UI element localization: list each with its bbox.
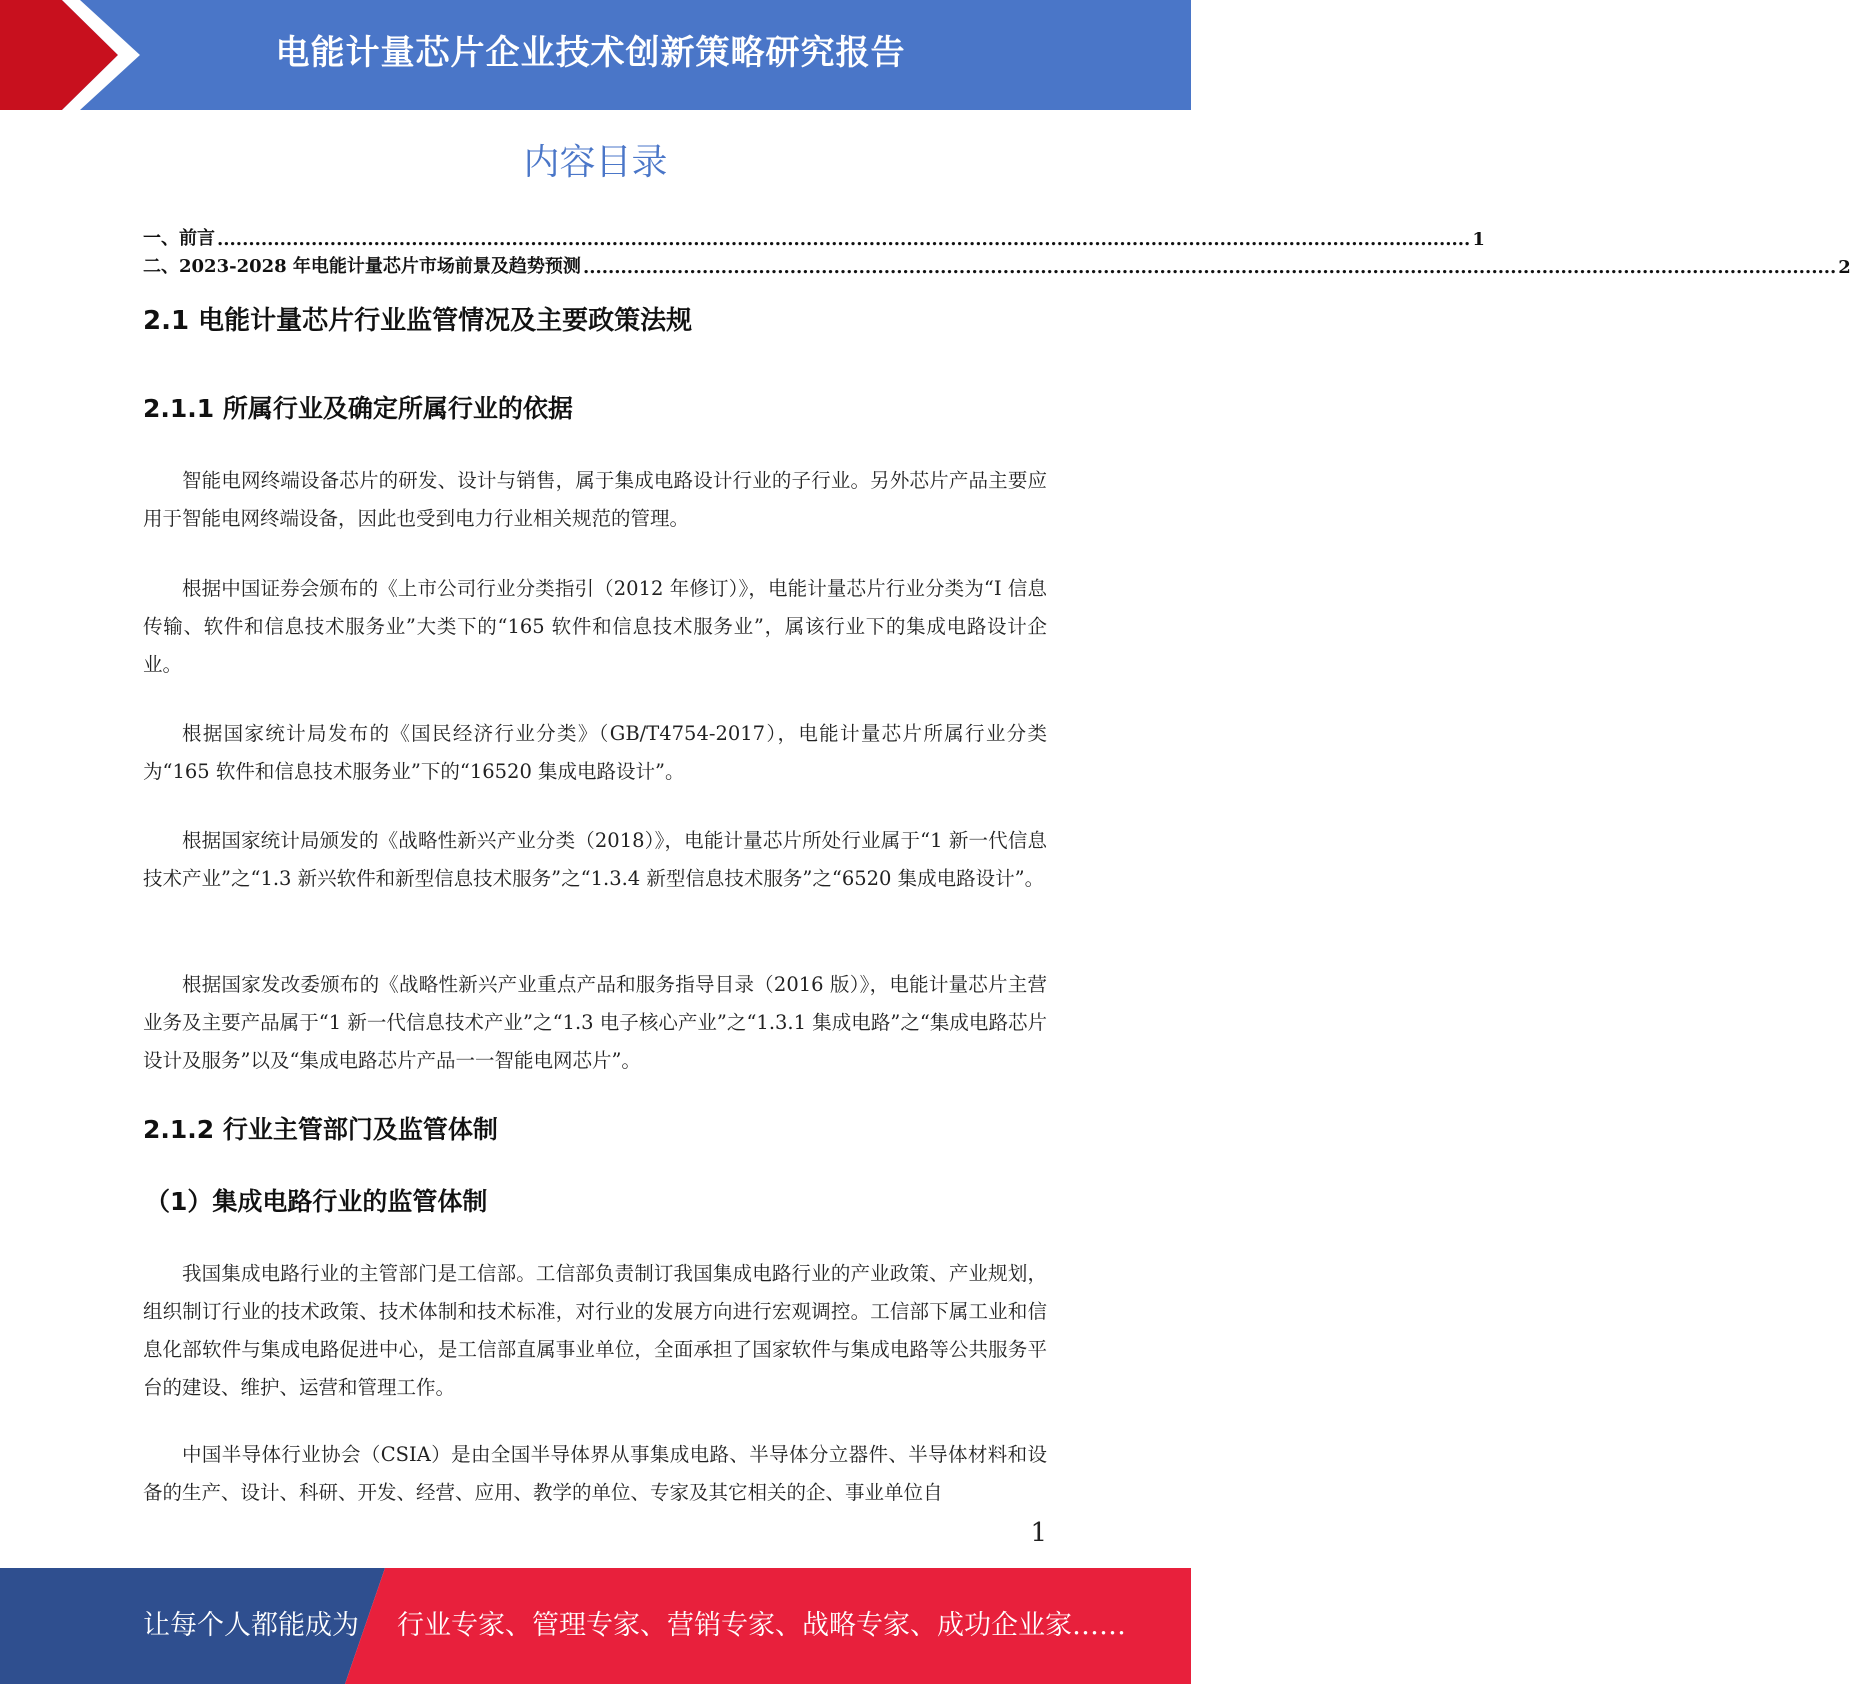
footer-slogan-right: 行业专家、管理专家、营销专家、战略专家、成功企业家…… — [397, 1610, 1126, 1641]
toc-entry-page: 1 — [1472, 229, 1485, 250]
table-of-contents — [143, 222, 1851, 278]
paragraph: 根据中国证券会颁布的《上市公司行业分类指引（2012 年修订）》，电能计量芯片行业分类为“I 信息传输、软件和信息技术服务业”大类下的“165 软件和信息技术服务业”，属该行业下的集成电路设计企业。 — [143, 577, 1047, 676]
report-title: 电能计量芯片企业技术创新策略研究报告 — [275, 33, 906, 73]
subsection-heading: （1）集成电路行业的监管体制 — [145, 1187, 488, 1216]
toc-entry-page: 2 — [1838, 257, 1851, 278]
toc-title: 内容目录 — [523, 142, 668, 183]
paragraph: 根据国家发改委颁布的《战略性新兴产业重点产品和服务指导目录（2016 版）》，电能计量芯片主营业务及主要产品属于“1 新一代信息技术产业”之“1.3 电子核心产业”之“1.3.1 集成电路”之“集成电路芯片设计及服务”以及“集成电路芯片产品一一智能电网芯片”。 — [143, 973, 1047, 1072]
toc-entry[interactable] — [143, 222, 1485, 250]
paragraph: 根据国家统计局发布的《国民经济行业分类》（GB/T4754-2017），电能计量芯片所属行业分类为“165 软件和信息技术服务业”下的“16520 集成电路设计”。 — [143, 722, 1047, 783]
toc-entry-text: 一、前言 — [143, 228, 215, 249]
paragraph: 根据国家统计局颁发的《战略性新兴产业分类（2018）》，电能计量芯片所处行业属于“1 新一代信息技术产业”之“1.3 新兴软件和新型信息技术服务”之“1.3.4 新型信息技术服务”之“6520 集成电路设计”。 — [143, 829, 1047, 890]
page-number: 1 — [1030, 1518, 1047, 1548]
paragraph: 中国半导体行业协会（CSIA）是由全国半导体界从事集成电路、半导体分立器件、半导体材料和设备的生产、设计、科研、开发、经营、应用、教学的单位、专家及其它相关的企、事业单位自 — [143, 1443, 1047, 1504]
page-header — [0, 0, 1191, 110]
header-arrow-icon — [0, 0, 160, 110]
section-heading-2-1: 2.1 电能计量芯片行业监管情况及主要政策法规 — [143, 306, 693, 336]
paragraph: 智能电网终端设备芯片的研发、设计与销售，属于集成电路设计行业的子行业。另外芯片产品主要应用于智能电网终端设备，因此也受到电力行业相关规范的管理。 — [143, 469, 1047, 530]
page-footer — [0, 1568, 1191, 1684]
toc-leader: ........................................................................................................................................................................................................ — [217, 229, 1471, 250]
toc-entry-text: 二、2023-2028 年电能计量芯片市场前景及趋势预测 — [143, 256, 581, 277]
section-heading-2-1-1: 2.1.1 所属行业及确定所属行业的依据 — [143, 394, 573, 423]
footer-slogan-left: 让每个人都能成为 — [143, 1610, 359, 1641]
section-heading-2-1-2: 2.1.2 行业主管部门及监管体制 — [143, 1115, 498, 1144]
toc-entry[interactable] — [143, 250, 1851, 278]
toc-leader: ........................................................................................................................................................................................................ — [582, 257, 1837, 278]
paragraph: 我国集成电路行业的主管部门是工信部。工信部负责制订我国集成电路行业的产业政策、产业规划，组织制订行业的技术政策、技术体制和技术标准，对行业的发展方向进行宏观调控。工信部下属工业和信息化部软件与集成电路促进中心，是工信部直属事业单位，全面承担了国家软件与集成电路等公共服务平台的建设、维护、运营和管理工作。 — [143, 1262, 1047, 1399]
